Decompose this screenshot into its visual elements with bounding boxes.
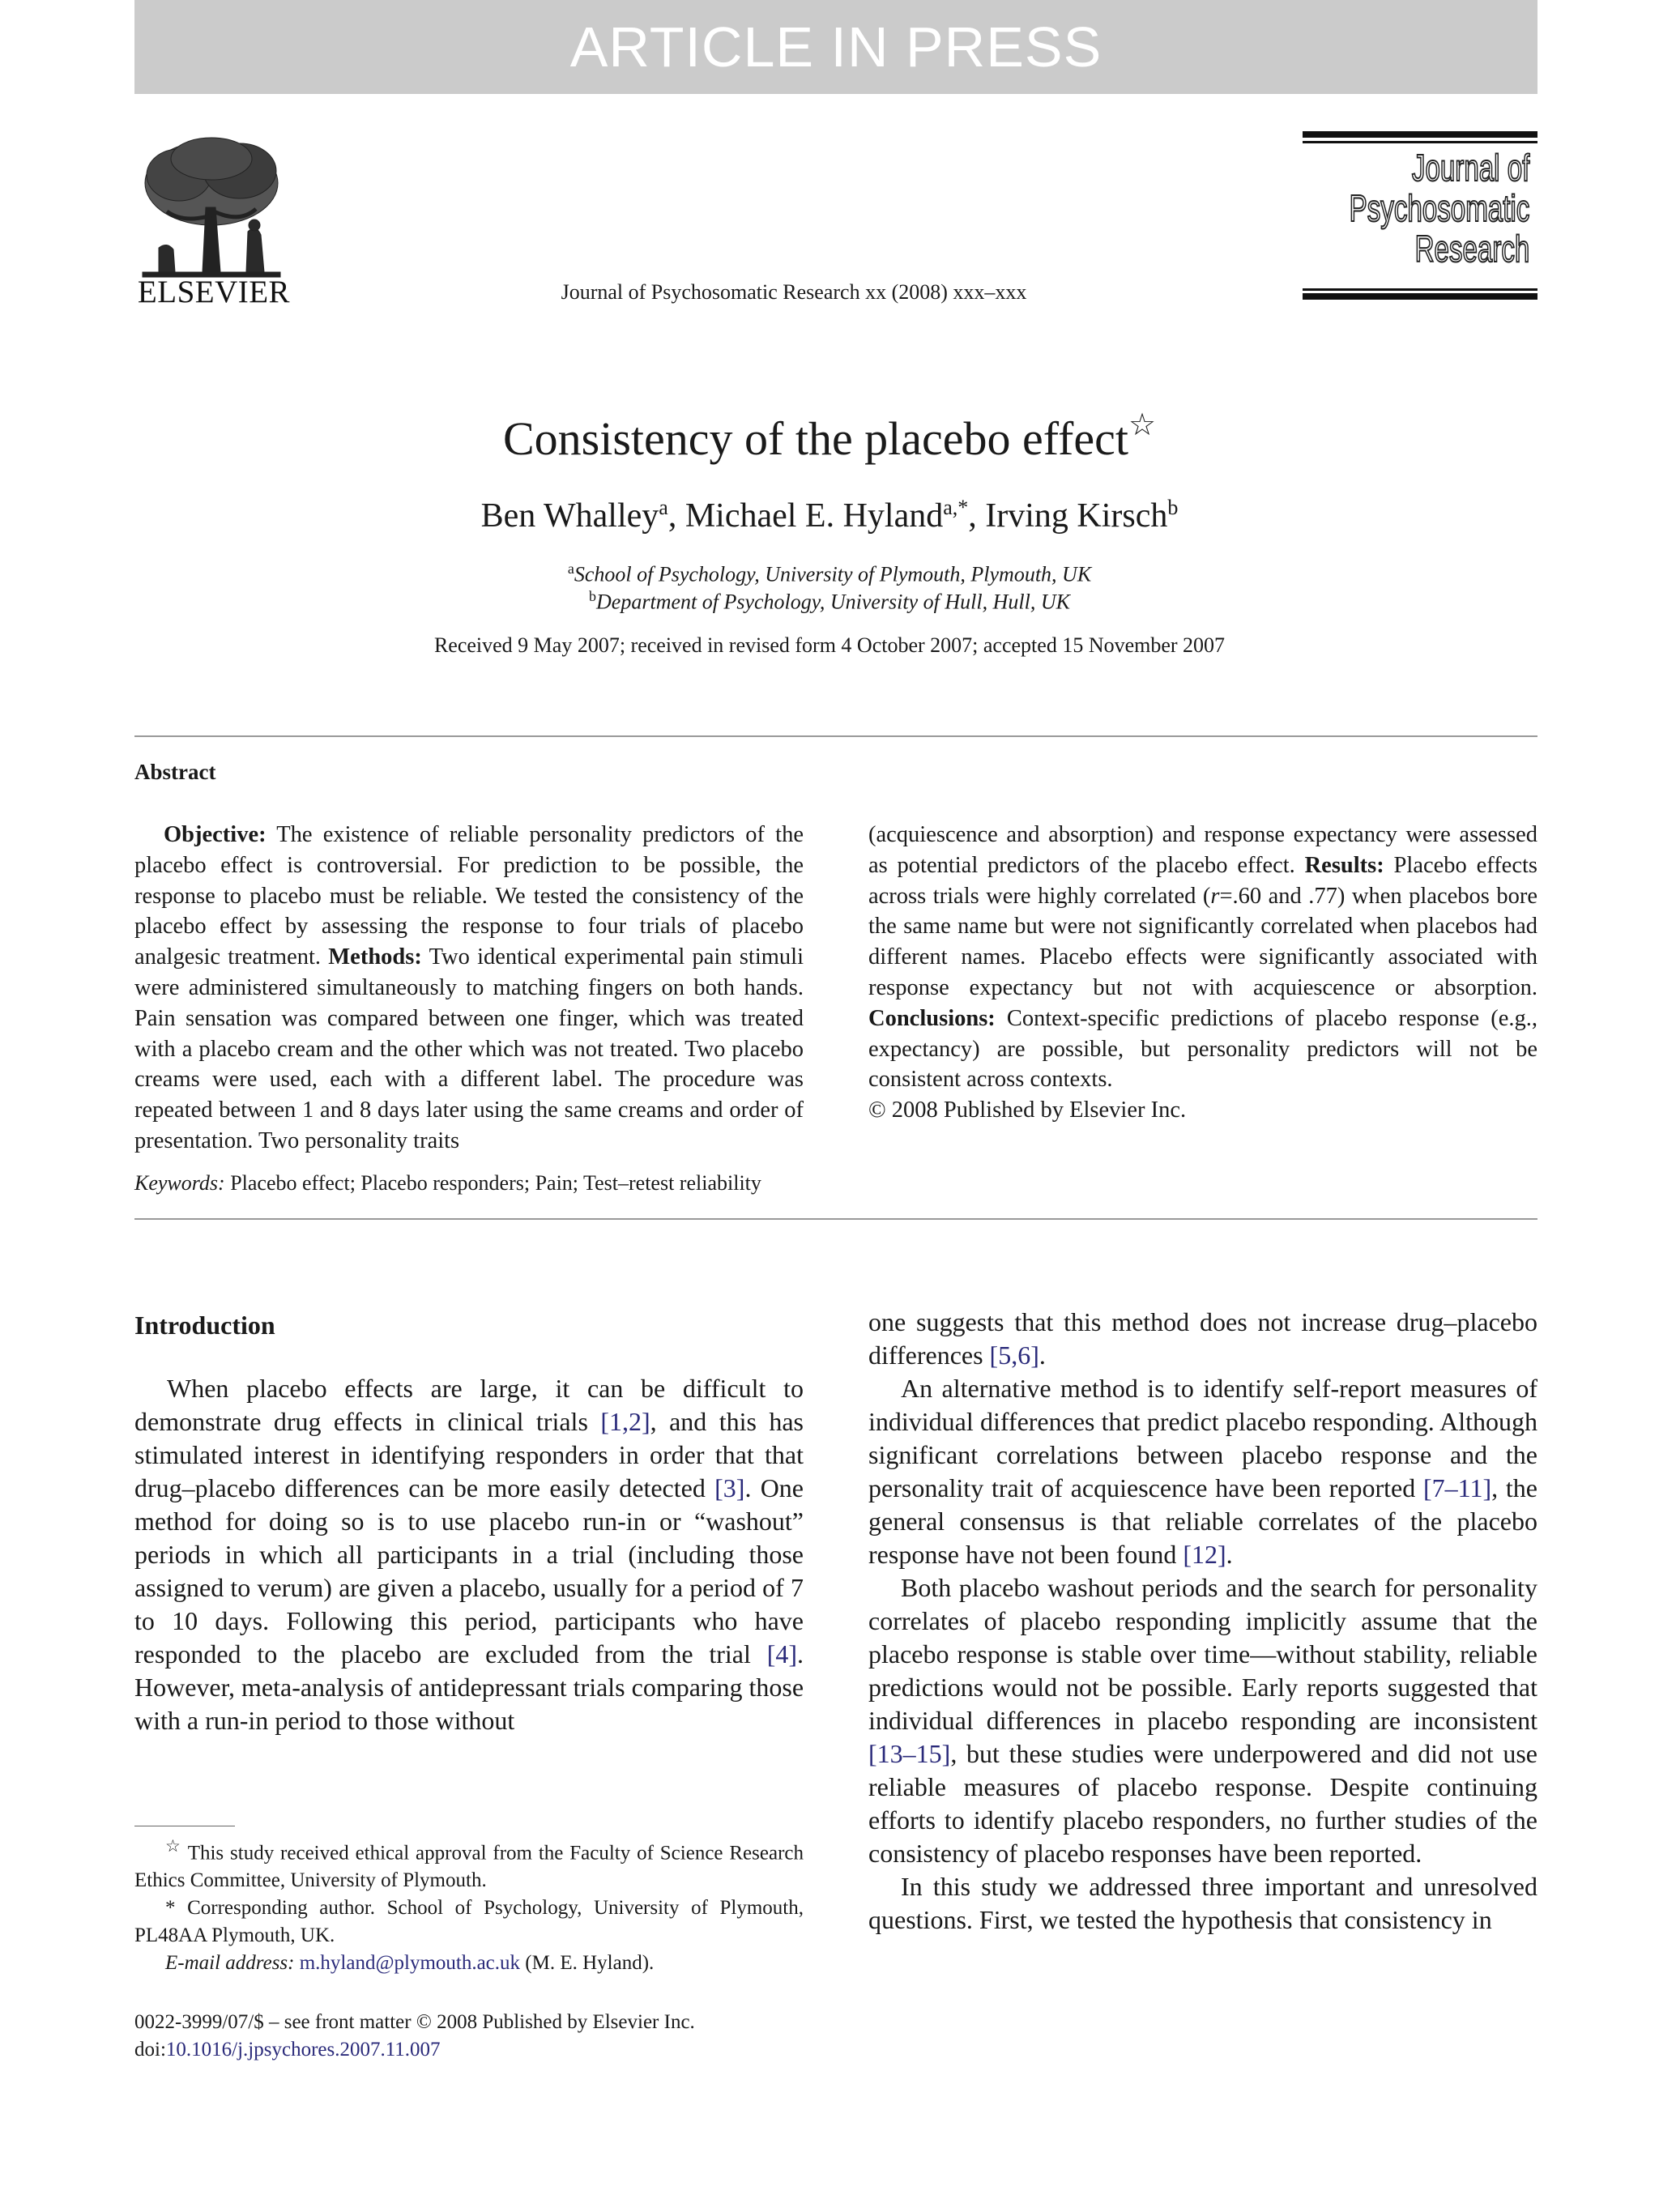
citation-link[interactable]: [13–15] — [868, 1739, 951, 1768]
article-in-press-banner — [134, 0, 1537, 94]
journal-title — [1349, 147, 1529, 269]
author-name: Ben Whalley — [480, 497, 659, 535]
keywords-text: Placebo effect; Placebo responders; Pain; Test–retest reliability — [224, 1171, 761, 1195]
issn-line: 0022-3999/07/$ – see front matter © 2008 Published by Elsevier Inc. — [134, 2011, 695, 2033]
results-text: Placebo effects across trials were highly correlated ( — [868, 852, 1537, 909]
keywords-label: Keywords: — [134, 1171, 225, 1195]
body-paragraph: In this study we addressed three important and unresolved questions. First, we tested the hypothesis that consistency in — [868, 1872, 1537, 1934]
journal-top-thin-bar — [1303, 141, 1537, 143]
abstract-bottom-rule — [134, 1218, 1537, 1220]
author-name: Irving Kirsch — [985, 497, 1168, 535]
abstract-paragraph — [134, 820, 804, 1157]
abstract-right-column — [868, 820, 1537, 1126]
banner-text: ARTICLE IN PRESS — [569, 15, 1102, 79]
footnotes — [134, 1832, 804, 1977]
author-name: Michael E. Hyland — [684, 497, 944, 535]
footnote-star-icon: ☆ — [165, 1836, 182, 1856]
doi-line — [134, 2036, 864, 2064]
affiliation-mark: a — [567, 560, 574, 577]
article-title-text: Consistency of the placebo effect — [502, 412, 1128, 465]
body-text: When placebo effects are large, it can be difficult to demonstrate drug effects in clinical trials — [134, 1374, 804, 1436]
journal-title-line-2: Psychosomatic — [1349, 187, 1529, 229]
abstract-top-rule — [134, 735, 1537, 737]
methods-label: Methods: — [328, 944, 422, 970]
author-affiliation-mark: b — [1167, 496, 1179, 519]
conclusions-text: Context-specific predictions of placebo response (e.g., expectancy) are possible, but personality predictors will not be consistent across contexts. — [868, 1005, 1537, 1093]
section-heading-introduction: Introduction — [134, 1311, 275, 1340]
abstract-paragraph-continued — [868, 820, 1537, 1095]
body-text: , the general consensus is that reliable correlates of the placebo response have not been found — [868, 1473, 1538, 1569]
doi-label: doi: — [134, 2039, 166, 2061]
doi-link[interactable]: 10.1016/j.jpsychores.2007.11.007 — [165, 2039, 441, 2061]
footnote-corresponding — [134, 1894, 804, 1950]
citation-link[interactable]: [1,2] — [600, 1407, 650, 1436]
body-text: Both placebo washout periods and the search for personality correlates of placebo responding implicitly assume that the placebo response is stable over time—without stability, reliable predictions would not be possible. Early reports suggested that individual differences in placebo responding are inconsistent — [868, 1573, 1537, 1735]
body-paragraph-continued — [868, 1306, 1537, 1372]
affiliation-text: School of Psychology, University of Plymouth, Plymouth, UK — [574, 562, 1092, 586]
journal-title-line-1: Journal of — [1411, 147, 1529, 189]
footnote-email — [134, 1950, 804, 1977]
body-text: , but these studies were underpowered and did not use reliable measures of placebo response. Despite continuing efforts to identify placebo responders, no further studies of the consistency of placebo responses have been reported. — [868, 1739, 1537, 1868]
results-label: Results: — [1304, 852, 1384, 878]
body-paragraph — [134, 1372, 804, 1737]
body-left-column — [134, 1372, 804, 1737]
author-affiliation-mark: a — [659, 496, 668, 519]
front-matter — [134, 2009, 864, 2064]
affiliation-a — [0, 560, 1659, 587]
abstract-heading: Abstract — [134, 760, 216, 784]
title-footnote-star-icon[interactable]: ☆ — [1128, 408, 1157, 442]
footnote-asterisk: * — [165, 1897, 176, 1920]
affiliation-b — [0, 588, 1659, 615]
email-link[interactable]: m.hyland@plymouth.ac.uk — [299, 1952, 521, 1975]
body-text: . One method for doing so is to use placebo run-in or “washout” periods in which all participants in a trial (including those assigned to verum) are given a placebo, usually for a period of 7 to 10 days. Following this period, participants who have responded to the placebo are excluded from the trial — [134, 1473, 804, 1669]
citation-link[interactable]: [3] — [714, 1473, 745, 1502]
objective-text: The existence of reliable personality predictors of the placebo effect is controversial. For prediction to be possible, the response to placebo must be reliable. We tested the consistency of the placebo effect by assessing the response to four trials of placebo analgesic treatment. — [134, 822, 804, 970]
journal-bottom-thin-bar — [1303, 288, 1537, 291]
journal-citation: Journal of Psychosomatic Research xx (2008) xxx–xxx — [561, 280, 1027, 304]
conclusions-label: Conclusions: — [868, 1005, 996, 1031]
body-right-column — [868, 1306, 1537, 1937]
body-text: one suggests that this method does not increase drug–placebo differences — [868, 1307, 1537, 1370]
citation-link[interactable]: [4] — [766, 1639, 797, 1669]
body-text: , and this has stimulated interest in identifying responders in order that that drug–placebo differences can be more easily detected — [134, 1407, 804, 1502]
body-text: . — [1226, 1540, 1233, 1569]
journal-bottom-bar — [1303, 293, 1537, 300]
abstract-left-column — [134, 820, 804, 1157]
copyright-line: © 2008 Published by Elsevier Inc. — [868, 1097, 1187, 1123]
elsevier-wordmark: ELSEVIER — [137, 275, 291, 309]
methods-text-continued: (acquiescence and absorption) and response expectancy were assessed as potential predictors of the placebo effect. — [868, 822, 1537, 878]
affiliation-mark: b — [589, 588, 597, 604]
footnote-text: This study received ethical approval from the Faculty of Science Research Ethics Committee, University of Plymouth. — [134, 1842, 804, 1892]
affiliation-text: Department of Psychology, University of Hull, Hull, UK — [596, 590, 1070, 614]
footnote-text: (M. E. Hyland). — [520, 1952, 655, 1975]
journal-title-box — [1303, 131, 1537, 301]
body-paragraph — [868, 1571, 1537, 1870]
citation-link[interactable]: [7–11] — [1423, 1473, 1492, 1502]
correlation-symbol: r — [1210, 883, 1220, 909]
body-text: . However, meta-analysis of antidepressant trials comparing those with a run-in period to those without — [134, 1639, 804, 1735]
results-text-2: =.60 and .77) when placebos bore the same name but were not significantly correlated when placebos had different names. Placebo effects were significantly associated with response expectancy but not with acquiescence or absorption. — [868, 883, 1537, 1000]
received-dates: Received 9 May 2007; received in revised form 4 October 2007; accepted 15 November 2007 — [433, 633, 1226, 657]
citation-link[interactable]: [12] — [1183, 1540, 1226, 1569]
author-affiliation-mark[interactable]: a,* — [943, 496, 969, 519]
article-title — [0, 408, 1659, 466]
footnote-ethics — [134, 1832, 804, 1894]
journal-title-line-3: Research — [1414, 228, 1529, 270]
footnote-text: Corresponding author. School of Psychology, University of Plymouth, PL48AA Plymouth, UK. — [134, 1897, 804, 1947]
keywords — [134, 1171, 761, 1196]
methods-text: Two identical experimental pain stimuli were administered simultaneously to matching fingers on both hands. Pain sensation was compared between one finger, which was treated with a placebo cream and the other which was not treated. Two placebo creams were used, each with a different label. The procedure was repeated between 1 and 8 days later using the same creams and order of presentation. Two personality traits — [134, 944, 804, 1153]
author-list: Ben Whalley$^a$, Michael E. Hyland$^{a,*}$, Irving Kirsch$^b$ — [480, 496, 1179, 535]
citation-link[interactable]: [5,6] — [989, 1340, 1039, 1370]
body-paragraph — [868, 1372, 1537, 1571]
objective-label: Objective: — [164, 822, 267, 847]
journal-top-bar — [1303, 131, 1537, 138]
email-label: E-mail address: — [165, 1952, 295, 1975]
body-text: . — [1038, 1340, 1046, 1370]
body-text: An alternative method is to identify self-report measures of individual differences that predict placebo responding. Although significant correlations between placebo response and the personality trait of acquiescence have been reported — [868, 1374, 1537, 1502]
